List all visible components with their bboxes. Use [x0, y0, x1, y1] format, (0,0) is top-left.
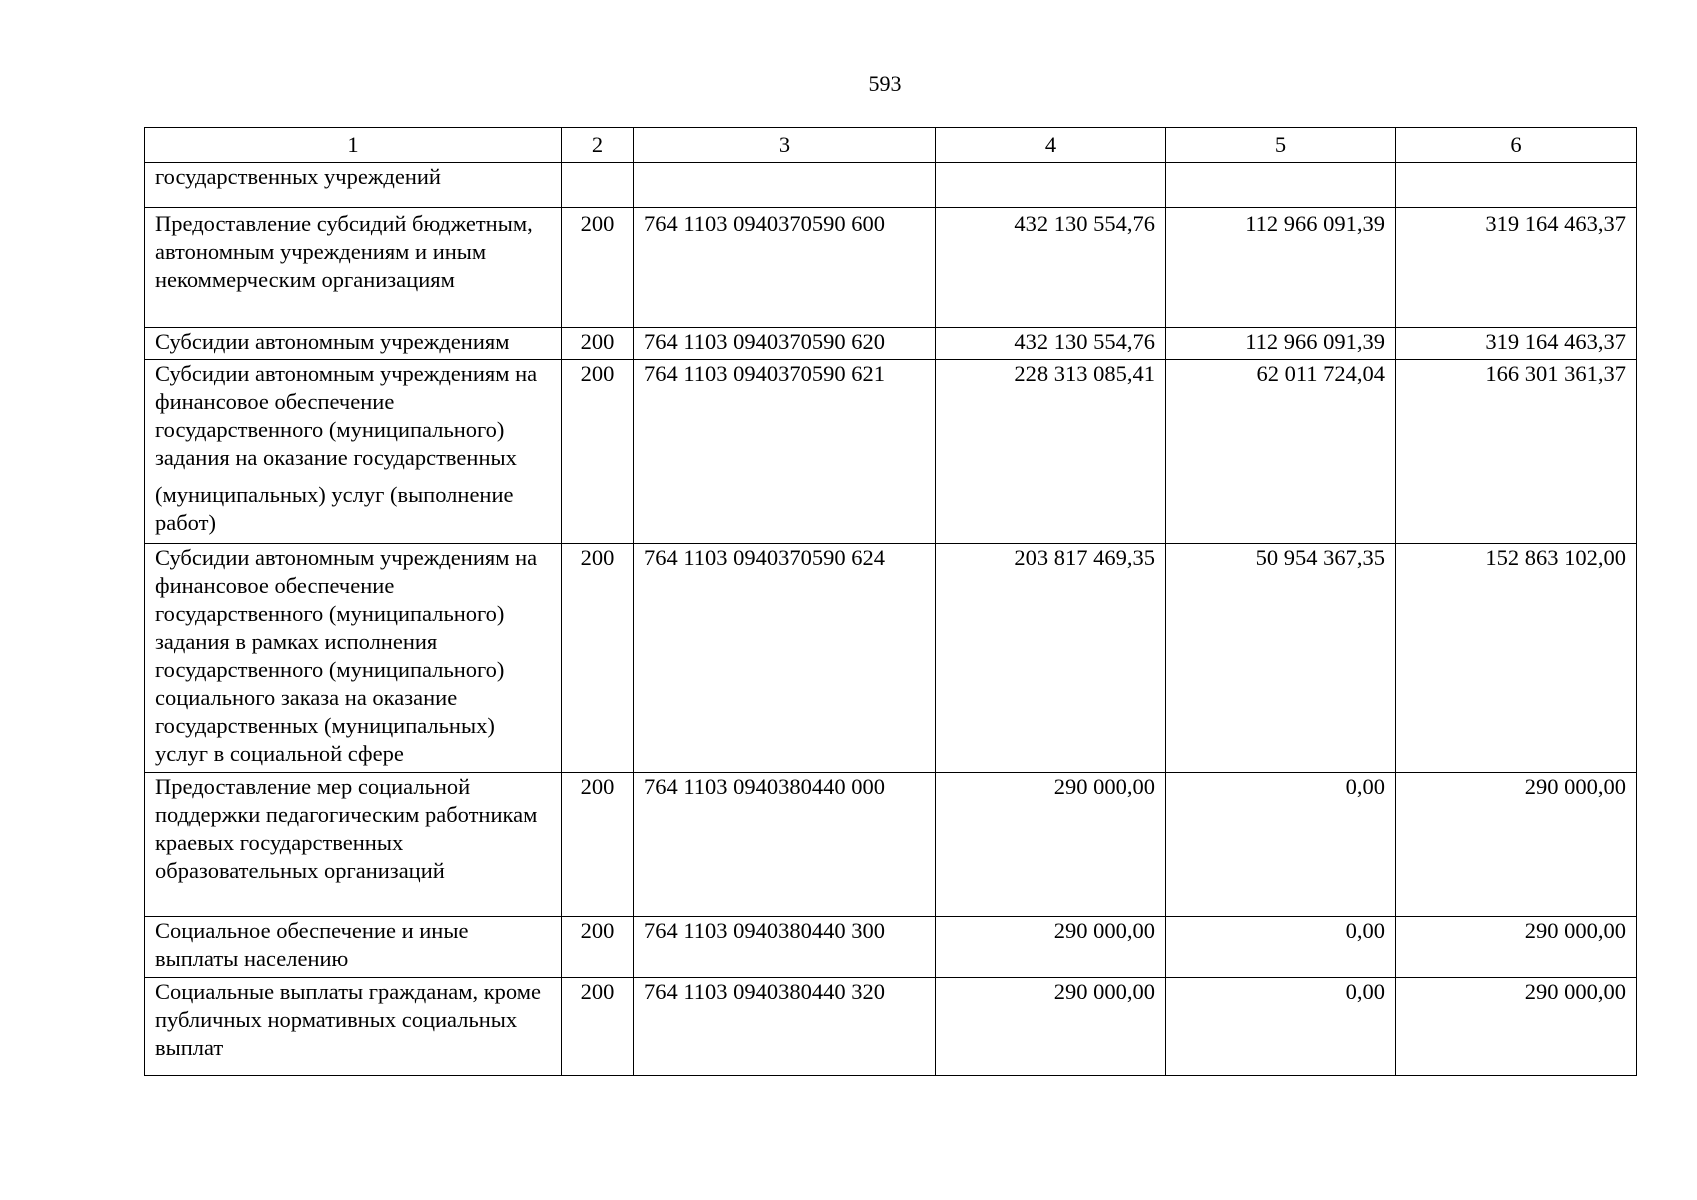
row-admin-code: 200	[562, 328, 634, 360]
row-admin-code: 200	[562, 208, 634, 328]
table-row	[145, 978, 1637, 1076]
row-budget-code: 764 1103 0940380440 320	[634, 978, 936, 1076]
row-name: Предоставление субсидий бюджетным, автономным учреждениям и иным некоммерческим организациям	[145, 208, 562, 328]
row-name: Субсидии автономным учреждениям на финансовое обеспечение государственного (муниципального) задания в рамках исполнения государственного (муниципального) социального заказа на оказание государственных (муниципальных) услуг в социальной сфере	[145, 544, 562, 773]
row-remaining-amount: 319 164 463,37	[1396, 208, 1637, 328]
row-remaining-amount: 166 301 361,37	[1396, 360, 1637, 544]
row-approved-amount: 290 000,00	[936, 773, 1166, 917]
column-header-6: 6	[1396, 128, 1637, 163]
row-executed-amount	[1166, 163, 1396, 208]
row-approved-amount: 432 130 554,76	[936, 208, 1166, 328]
table-row	[145, 328, 1637, 360]
row-budget-code: 764 1103 0940380440 000	[634, 773, 936, 917]
row-executed-amount: 62 011 724,04	[1166, 360, 1396, 544]
row-name: Социальные выплаты гражданам, кроме публичных нормативных социальных выплат	[145, 978, 562, 1076]
row-approved-amount: 203 817 469,35	[936, 544, 1166, 773]
column-header-5: 5	[1166, 128, 1396, 163]
row-approved-amount: 290 000,00	[936, 917, 1166, 978]
column-header-1: 1	[145, 128, 562, 163]
table-row	[145, 360, 1637, 544]
row-budget-code: 764 1103 0940370590 600	[634, 208, 936, 328]
row-remaining-amount: 290 000,00	[1396, 978, 1637, 1076]
row-executed-amount: 112 966 091,39	[1166, 208, 1396, 328]
row-name: Социальное обеспечение и иные выплаты населению	[145, 917, 562, 978]
row-admin-code	[562, 163, 634, 208]
budget-table	[144, 127, 1637, 1076]
row-admin-code: 200	[562, 978, 634, 1076]
row-remaining-amount: 290 000,00	[1396, 773, 1637, 917]
column-header-3: 3	[634, 128, 936, 163]
row-admin-code: 200	[562, 360, 634, 544]
table-row	[145, 544, 1637, 773]
column-header-2: 2	[562, 128, 634, 163]
row-executed-amount: 0,00	[1166, 978, 1396, 1076]
table-header-row	[145, 128, 1637, 163]
row-executed-amount: 0,00	[1166, 917, 1396, 978]
row-admin-code: 200	[562, 773, 634, 917]
row-approved-amount	[936, 163, 1166, 208]
table-row	[145, 208, 1637, 328]
row-admin-code: 200	[562, 544, 634, 773]
row-budget-code: 764 1103 0940370590 624	[634, 544, 936, 773]
table-row	[145, 773, 1637, 917]
row-remaining-amount: 319 164 463,37	[1396, 328, 1637, 360]
row-executed-amount: 50 954 367,35	[1166, 544, 1396, 773]
page-number: 593	[868, 71, 902, 96]
row-budget-code: 764 1103 0940380440 300	[634, 917, 936, 978]
row-name-part-1: Субсидии автономным учреждениям на финансовое обеспечение государственного (муниципального) задания на оказание государственных	[155, 361, 538, 470]
row-executed-amount: 0,00	[1166, 773, 1396, 917]
row-name: государственных учреждений	[145, 163, 562, 208]
row-approved-amount: 228 313 085,41	[936, 360, 1166, 544]
row-name: Предоставление мер социальной поддержки педагогическим работникам краевых государственных образовательных организаций	[145, 773, 562, 917]
row-executed-amount: 112 966 091,39	[1166, 328, 1396, 360]
row-remaining-amount: 290 000,00	[1396, 917, 1637, 978]
row-remaining-amount: 152 863 102,00	[1396, 544, 1637, 773]
row-budget-code	[634, 163, 936, 208]
row-approved-amount: 432 130 554,76	[936, 328, 1166, 360]
row-name-part-2: (муниципальных) услуг (выполнение работ)	[155, 482, 514, 535]
row-name: Субсидии автономным учреждениям	[145, 328, 562, 360]
column-header-4: 4	[936, 128, 1166, 163]
row-remaining-amount	[1396, 163, 1637, 208]
row-budget-code: 764 1103 0940370590 620	[634, 328, 936, 360]
row-budget-code: 764 1103 0940370590 621	[634, 360, 936, 544]
table-row	[145, 917, 1637, 978]
row-admin-code: 200	[562, 917, 634, 978]
row-approved-amount: 290 000,00	[936, 978, 1166, 1076]
table-row	[145, 163, 1637, 208]
row-name	[145, 360, 562, 544]
